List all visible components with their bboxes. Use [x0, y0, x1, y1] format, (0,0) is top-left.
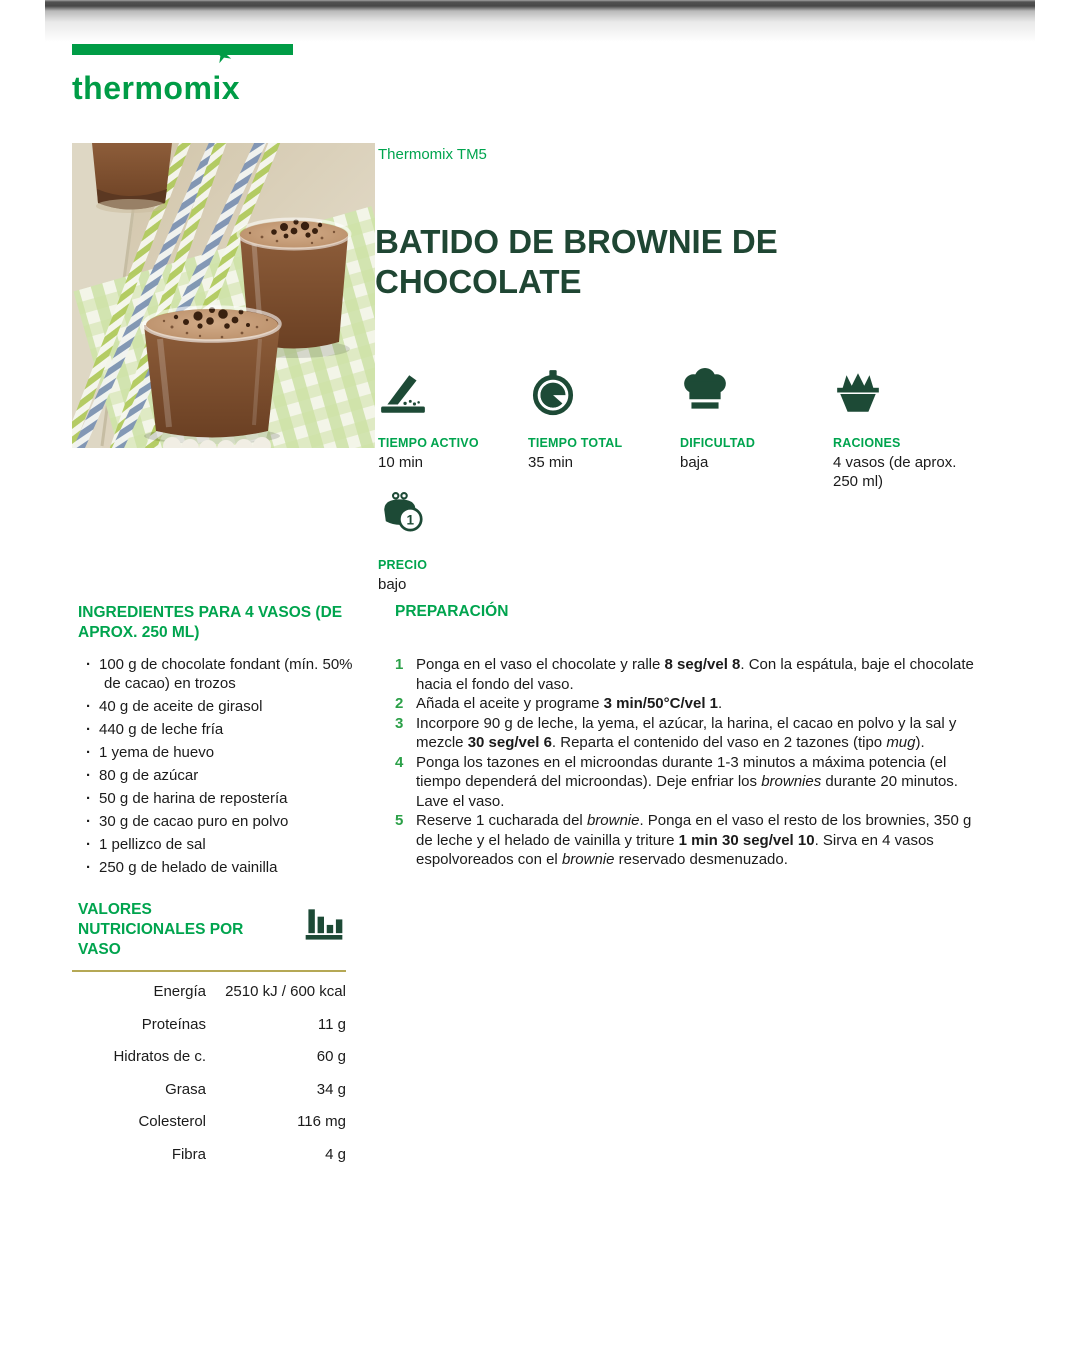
- stopwatch-icon: [528, 368, 578, 418]
- step-text: Ponga los tazones en el microondas durante 1-3 minutos a máxima potencia (el tiempo dependerá del microondas). Deje enfriar los brownies durante 20 minutos. Lave el vaso.: [416, 753, 958, 810]
- step-number: 1: [395, 656, 404, 673]
- step-number: 3: [395, 714, 404, 732]
- nutrition-row: [78, 1011, 346, 1044]
- nutrition-row: [78, 1108, 346, 1141]
- chef-hat-icon: [680, 368, 730, 418]
- nutrition-section: [78, 900, 346, 1173]
- ingredients-heading: INGREDIENTES PARA 4 VASOS (DE APROX. 250 ML): [78, 604, 343, 642]
- price-label: PRECIO: [378, 558, 428, 572]
- step-number: 2: [395, 695, 404, 712]
- nutrition-value: 116 mg: [297, 1113, 346, 1131]
- recipe-title: BATIDO DE BROWNIE DE CHOCOLATE: [375, 223, 778, 301]
- logo-text: thermomix: [72, 70, 241, 106]
- ingredient-item: · 1 yema de huevo: [78, 744, 370, 763]
- preparation-step: [395, 655, 987, 694]
- ingredient-item: · 440 g de leche fría: [78, 721, 370, 740]
- servings-value: 4 vasos (de aprox. 250 ml): [833, 454, 957, 490]
- logo-green-bar: [72, 44, 293, 55]
- preparation-step: [395, 714, 987, 753]
- nutrition-row: [78, 1141, 346, 1174]
- page-top-shadow: [45, 0, 1035, 42]
- nutrition-row: [78, 1043, 346, 1076]
- preparation-heading: PREPARACIÓN: [395, 603, 509, 620]
- ingredient-item: · 50 g de harina de repostería: [78, 790, 370, 809]
- logo-wordmark: [72, 70, 302, 107]
- preparation-step: [395, 753, 987, 812]
- step-text: Añada el aceite y programe 3 min/50°C/vel 1.: [416, 695, 723, 712]
- step-text: Incorpore 90 g de leche, la yema, el azúcar, la harina, el cacao en polvo y la sal y mezcle 30 seg/vel 6. Reparta el contenido del vaso en 2 tazones (tipo mug).: [416, 714, 957, 751]
- step-text: Reserve 1 cucharada del brownie. Ponga en el vaso el resto de los brownies, 350 g de leche y el helado de vainilla y triture 1 min 30 seg/vel 10. Sirva en 4 vasos espolvoreados con el brownie reservado desmenuzado.: [416, 812, 972, 868]
- info-price: [378, 490, 526, 595]
- ingredient-item: · 40 g de aceite de girasol: [78, 698, 370, 717]
- preparation-step: [395, 811, 987, 870]
- nutrition-row: [78, 978, 346, 1011]
- step-number: 4: [395, 753, 404, 771]
- nutrition-row: [78, 1076, 346, 1109]
- ingredient-item: · 1 pellizco de sal: [78, 836, 370, 855]
- nutrition-label: Proteínas: [141, 1015, 206, 1033]
- info-difficulty: [680, 368, 828, 473]
- ingredients-list: [78, 656, 370, 882]
- svg-text:1: 1: [406, 512, 415, 528]
- nutrition-label: Grasa: [165, 1080, 206, 1098]
- nutrition-value: 11 g: [317, 1015, 346, 1033]
- nutrition-label: Colesterol: [138, 1113, 206, 1131]
- nutrition-label: Energía: [153, 983, 206, 1001]
- total-time-value: 35 min: [528, 454, 574, 471]
- nutrition-value: 2510 kJ / 600 kcal: [225, 983, 346, 1001]
- nutrition-value: 60 g: [316, 1048, 346, 1066]
- difficulty-value: baja: [680, 454, 709, 471]
- nutrition-label: Hidratos de c.: [113, 1048, 206, 1066]
- price-value: bajo: [378, 576, 407, 593]
- ingredient-item: · 30 g de cacao puro en polvo: [78, 813, 370, 832]
- ingredient-item: · 250 g de helado de vainilla: [78, 859, 370, 878]
- nutrition-heading: VALORES NUTRICIONALES POR VASO: [78, 901, 244, 959]
- preparation-step: [395, 694, 987, 714]
- active-time-value: 10 min: [378, 454, 424, 471]
- nutrition-value: 4 g: [325, 1145, 346, 1163]
- total-time-label: TIEMPO TOTAL: [528, 436, 623, 450]
- servings-label: RACIONES: [833, 436, 901, 450]
- info-servings: [833, 368, 975, 492]
- bar-chart-icon: [302, 902, 346, 946]
- coin-purse-icon: [378, 490, 428, 540]
- thermomix-logo: [72, 44, 302, 107]
- bowl-icon: [833, 368, 883, 418]
- ingredient-item: · 100 g de chocolate fondant (mín. 50% de cacao) en trozos: [78, 656, 370, 693]
- preparation-steps: [395, 655, 987, 870]
- nutrition-value: 34 g: [316, 1080, 346, 1098]
- logo-star-icon: [214, 46, 232, 64]
- difficulty-label: DIFICULTAD: [680, 436, 756, 450]
- nutrition-table: [78, 978, 346, 1173]
- nutrition-divider: [72, 970, 346, 972]
- info-total-time: [528, 368, 676, 473]
- info-active-time: [378, 368, 526, 473]
- step-text: Ponga en el vaso el chocolate y ralle 8 seg/vel 8. Con la espátula, baje el chocolate hacia el fondo del vaso.: [416, 656, 974, 693]
- active-time-label: TIEMPO ACTIVO: [378, 436, 479, 450]
- step-number: 5: [395, 812, 404, 829]
- recipe-photo: [72, 143, 375, 448]
- knife-cutting-board-icon: [378, 368, 428, 418]
- ingredient-item: · 80 g de azúcar: [78, 767, 370, 786]
- nutrition-label: Fibra: [171, 1145, 206, 1163]
- device-label: Thermomix TM5: [378, 146, 487, 163]
